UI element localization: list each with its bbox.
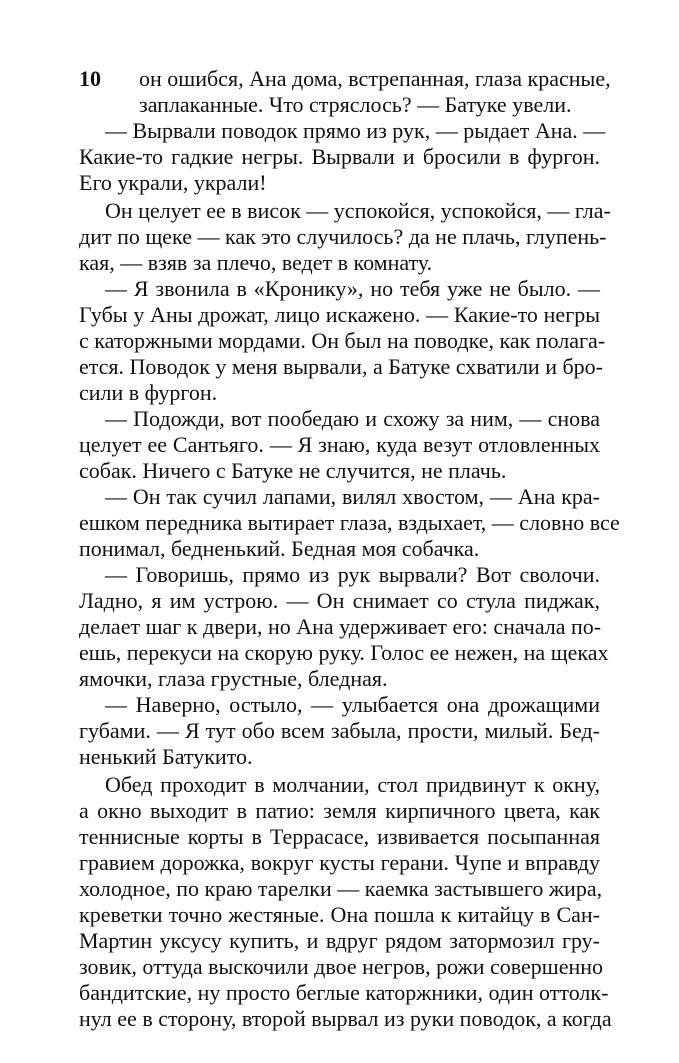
text-line: ется. Поводок у меня вырвали, а Батуке схватили и бро- bbox=[79, 354, 603, 379]
text-line: Губы у Аны дрожат, лицо искажено. — Какие-то негры bbox=[79, 302, 600, 327]
text-line: а окно выходит в патио: земля кирпичного цвета, как bbox=[79, 798, 600, 823]
text-line: Его украли, украли! bbox=[79, 170, 267, 195]
text-line: целует ее Сантьяго. — Я знаю, куда везут отловленных bbox=[79, 432, 600, 457]
text-line: ешком передника вытирает глаза, вздыхает, — словно все bbox=[79, 510, 620, 535]
text-line: кая, — взяв за плечо, ведет в комнату. bbox=[79, 250, 433, 275]
text-line: Обед проходит в молчании, стол придвинут к окну, bbox=[105, 772, 600, 797]
text-line: креветки точно жестяные. Она пошла к китайцу в Сан- bbox=[79, 902, 600, 927]
text-line: с каторжными мордами. Он был на поводке, как полага- bbox=[79, 328, 606, 353]
text-line: собак. Ничего с Батуке не случится, не плачь. bbox=[79, 458, 507, 483]
page-number: 10 bbox=[79, 66, 101, 91]
text-line: гравием дорожка, вокруг кусты герани. Чупе и вправду bbox=[79, 850, 600, 875]
text-line: — Я звонила в «Кронику», но тебя уже не было. — bbox=[105, 276, 600, 301]
text-line: теннисные корты в Террасасе, извивается посыпанная bbox=[79, 824, 600, 849]
text-line: ешь, перекуси на скорую руку. Голос ее нежен, на щеках bbox=[79, 640, 609, 665]
text-line: он ошибся, Ана дома, встрепанная, глаза красные, bbox=[139, 66, 611, 91]
text-line: Он целует ее в висок — успокойся, успокойся, — гла- bbox=[105, 198, 611, 223]
text-line: делает шаг к двери, но Ана удерживает его: сначала по- bbox=[79, 614, 602, 639]
text-line: Мартин уксусу купить, и вдруг рядом затормозил гру- bbox=[79, 928, 600, 953]
text-line: — Подожди, вот пообедаю и схожу за ним, — снова bbox=[105, 406, 600, 431]
text-line: — Он так сучил лапами, вилял хвостом, — Ана кра- bbox=[105, 484, 600, 509]
text-line: дит по щеке — как это случилось? да не плачь, глупень- bbox=[79, 224, 607, 249]
text-line: губами. — Я тут обо всем забыла, прости, милый. Бед- bbox=[79, 718, 600, 743]
text-line: понимал, бедненький. Бедная моя собачка. bbox=[79, 536, 480, 561]
text-line: нул ее в сторону, второй вырвал из руки поводок, а когда bbox=[79, 1006, 612, 1031]
text-line: ненький Батукито. bbox=[79, 744, 253, 769]
text-line: Какие-то гадкие негры. Вырвали и бросили в фургон. bbox=[79, 144, 600, 169]
text-line: — Наверно, остыло, — улыбается она дрожащими bbox=[105, 692, 600, 717]
text-line: — Вырвали поводок прямо из рук, — рыдает Ана. — bbox=[105, 118, 606, 143]
text-line: сили в фургон. bbox=[79, 380, 218, 405]
text-line: Ладно, я им устрою. — Он снимает со стула пиджак, bbox=[79, 588, 600, 613]
text-line: — Говоришь, прямо из рук вырвали? Вот сволочи. bbox=[105, 562, 600, 587]
text-line: холодное, по краю тарелки — каемка застывшего жира, bbox=[79, 876, 603, 901]
text-line: бандитские, ну просто беглые каторжники, один оттолк- bbox=[79, 980, 609, 1005]
text-line: ямочки, глаза грустные, бледная. bbox=[79, 666, 388, 691]
text-line: зовик, оттуда выскочили двое негров, рожи совершенно bbox=[79, 954, 604, 979]
text-line: заплаканные. Что стряслось? — Батуке увели. bbox=[139, 92, 572, 117]
